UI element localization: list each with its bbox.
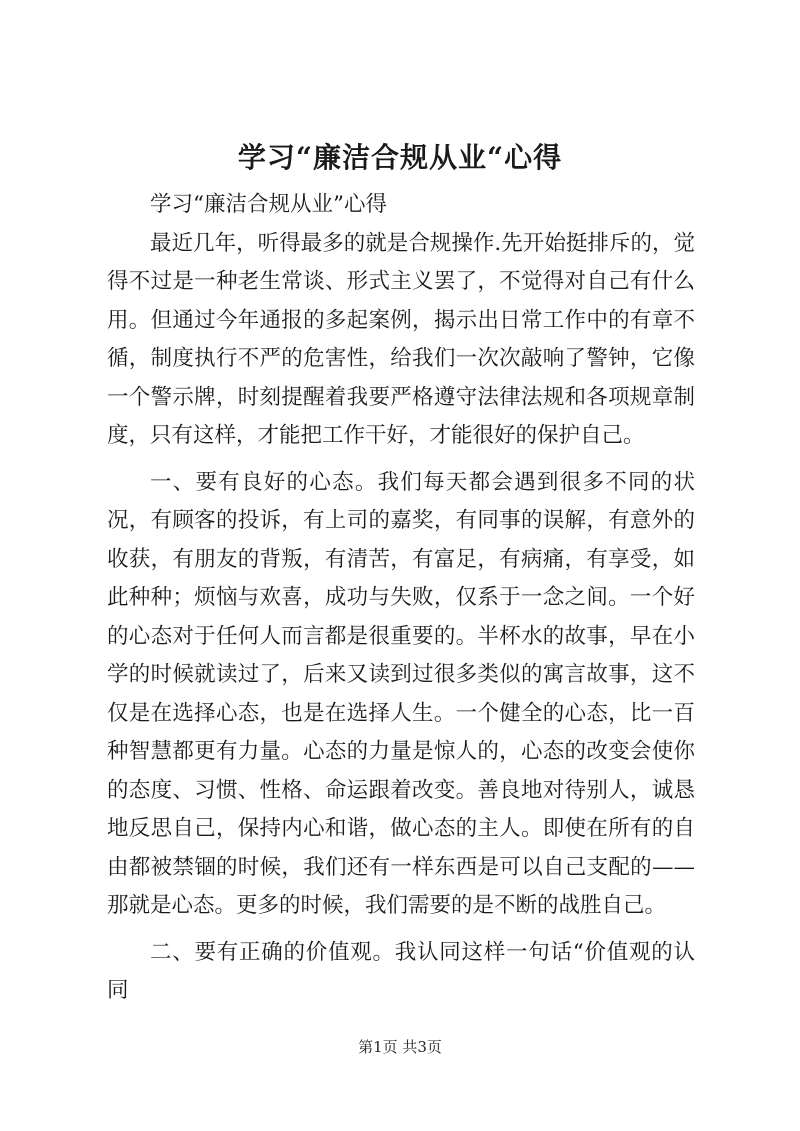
document-body — [107, 186, 695, 1011]
page-number-footer: 第1页 共3页 — [358, 1038, 442, 1056]
intro-paragraph: 最近几年，听得最多的就是合规操作.先开始挺排斥的，觉得不过是一种老生常谈、形式主义罢了，不觉得对自己有什么用。但通过今年通报的多起案例，揭示出日常工作中的有章不循，制度执行不严的危害性，给我们一次次敲响了警钟，它像一个警示牌，时刻提醒着我要严格遵守法律法规和各项规章制度，只有这样，才能把工作干好，才能很好的保护自己。 — [107, 230, 695, 448]
section-two-paragraph: 二、要有正确的价值观。我认同这样一句话“价值观的认同 — [107, 939, 695, 1003]
document-title: 学习“廉洁合规从业“心得 — [237, 141, 563, 174]
subtitle-paragraph: 学习“廉洁合规从业”心得 — [150, 192, 387, 217]
section-one-paragraph: 一、要有良好的心态。我们每天都会遇到很多不同的状况，有顾客的投诉，有上司的嘉奖，有同事的误解，有意外的收获，有朋友的背叛，有清苦，有富足，有病痛，有享受，如此种种；烦恼与欢喜，成功与失败，仅系于一念之间。一个好的心态对于任何人而言都是很重要的。半杯水的故事，早在小学的时候就读过了，后来又读到过很多类似的寓言故事，这不仅是在选择心态，也是在选择人生。一个健全的心态，比一百种智慧都更有力量。心态的力量是惊人的，心态的改变会使你的态度、习惯、性格、命运跟着改变。善良地对待别人，诚恳地反思自己，保持内心和谐，做心态的主人。即使在所有的自由都被禁锢的时候，我们还有一样东西是可以自己支配的——那就是心态。更多的时候，我们需要的是不断的战胜自己。 — [107, 469, 695, 918]
